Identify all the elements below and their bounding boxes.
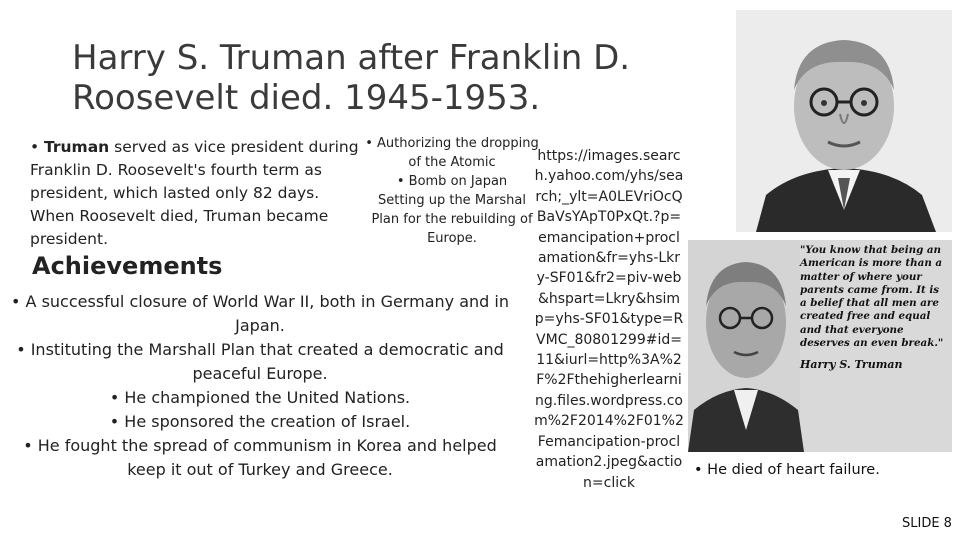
middle-line: • Authorizing the dropping xyxy=(365,136,539,151)
middle-line: of the Atomic xyxy=(408,155,496,170)
achievements-heading: Achievements xyxy=(32,252,223,280)
death-note: • He died of heart failure. xyxy=(694,462,880,478)
achievement-item: • A successful closure of World War II, both in Germany and in Japan. xyxy=(11,292,509,335)
intro-paragraph xyxy=(30,136,360,251)
achievements-list xyxy=(4,290,516,482)
truman-portrait-photo xyxy=(736,10,952,232)
quote-text-block xyxy=(800,244,948,448)
achievement-item: • He sponsored the creation of Israel. xyxy=(109,412,411,431)
truman-quote: "You know that being an American is more than a matter of where your parents came from. It is a belief that all men are created free and equal and that everyone deserves an even break." xyxy=(800,244,944,350)
achievement-item: • Instituting the Marshall Plan that created a democratic and peaceful Europe. xyxy=(16,340,504,383)
achievement-item: • He fought the spread of communism in Korea and helped keep it out of Turkey and Greece. xyxy=(23,436,497,479)
portrait-illustration xyxy=(736,10,952,232)
intro-text: served as vice president during Franklin D. Roosevelt's fourth term as president, which lasted only 82 days. When Roosevelt died, Truman became president. xyxy=(30,138,359,248)
intro-bold-name: Truman xyxy=(44,138,110,156)
title-line-2: Roosevelt died. 1945-1953. xyxy=(72,78,541,118)
middle-line: Setting up the Marshal xyxy=(378,193,526,208)
source-url-text: https://images.search.yahoo.com/yhs/search;_ylt=A0LEVriOcQBaVsYApT0PxQt.?p=emancipation+proclamation&fr=yhs-Lkry-SF01&fr2=piv-web&hspart=Lkry&hsimp=yhs-SF01&type=RVMC_80801299#id=11&iurl=http%3A%2F%2Fthehigherlearning.files.wordpress.com%2F2014%2F01%2Femancipation-proclamation2.jpeg&action=click xyxy=(534,148,684,491)
slide-number: SLIDE 8 xyxy=(902,516,952,531)
middle-line: Plan for the rebuilding of xyxy=(371,212,533,227)
achievement-item: • He championed the United Nations. xyxy=(109,388,411,407)
bullet-icon: • xyxy=(30,138,40,156)
middle-text-block xyxy=(352,134,552,248)
middle-line: Europe. xyxy=(427,231,477,246)
title-line-1: Harry S. Truman after Franklin D. xyxy=(72,38,631,78)
middle-line: • Bomb on Japan xyxy=(396,174,508,189)
quote-signature: Harry S. Truman xyxy=(800,358,903,372)
slide-title xyxy=(72,38,672,118)
